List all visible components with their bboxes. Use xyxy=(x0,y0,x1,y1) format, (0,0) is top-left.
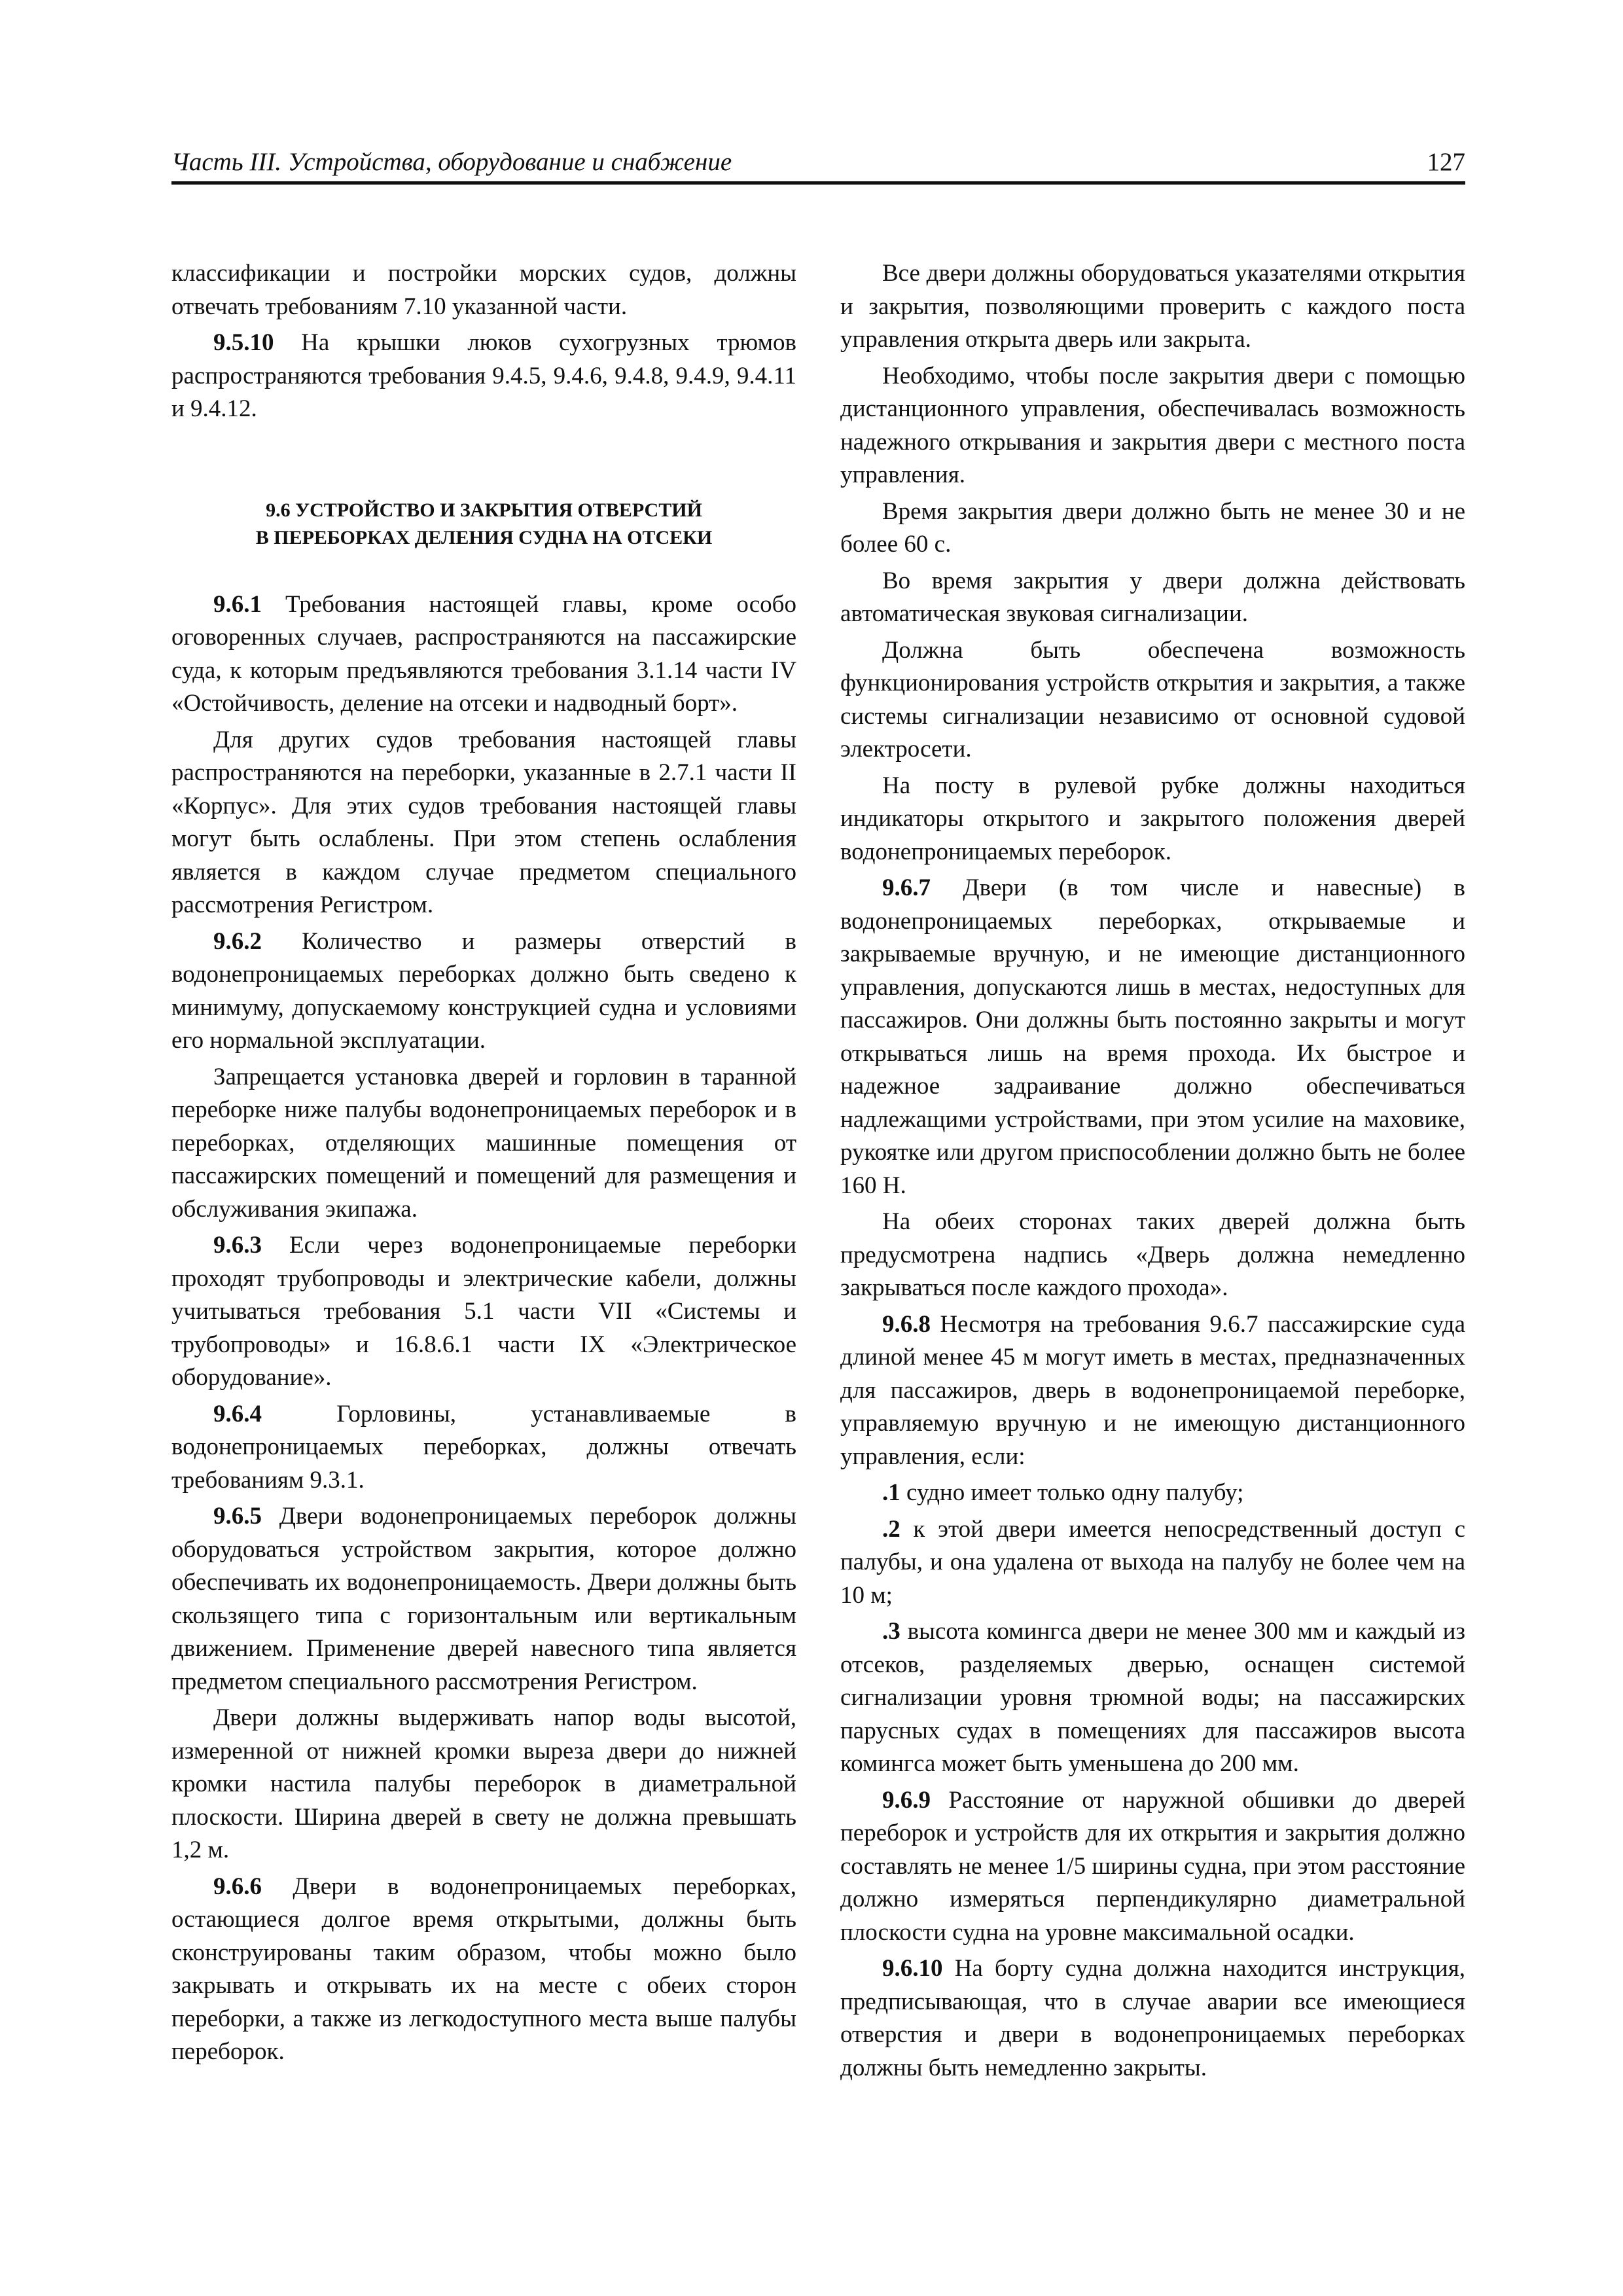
list-item-text: к этой двери имеется непосредственный доступ с палубы, и она удалена от выхода на палубу не более чем на 10 м; xyxy=(840,1515,1465,1609)
clause-text: Количество и размеры отверстий в водонепроницаемых переборках должно быть сведено к минимуму, допускаемому конструкцией судна и условиями его нормальной эксплуатации. xyxy=(171,927,796,1054)
clause-number: 9.6.7 xyxy=(882,874,931,901)
section-heading-line: В ПЕРЕБОРКАХ ДЕЛЕНИЯ СУДНА НА ОТСЕКИ xyxy=(255,526,713,548)
clause-number: 9.6.3 xyxy=(213,1232,262,1259)
list-item xyxy=(840,1513,1465,1613)
right-column xyxy=(840,257,1465,2088)
clause-text: Расстояние от наружной обшивки до дверей переборок и устройств для их открытия и закрытия должно составлять не менее 1/5 ширины судна, при этом расстояние должно измеряться перпендикулярно диаметральной плоскости судна на уровне максимальной осадки. xyxy=(840,1786,1465,1946)
clause-text: На крышки люков сухогрузных трюмов распространяются требования 9.4.5, 9.4.6, 9.4.8, 9.4.9, 9.4.11 и 9.4.12. xyxy=(171,329,796,422)
paragraph: классификации и постройки морских судов, должны отвечать требованиям 7.10 указанной части. xyxy=(171,260,796,320)
section-heading-line: 9.6 УСТРОЙСТВО И ЗАКРЫТИЯ ОТВЕРСТИЙ xyxy=(266,499,702,521)
paragraph: Во время закрытия у двери должна действовать автоматическая звуковая сигнализации. xyxy=(840,567,1465,627)
clause-text: Несмотря на требования 9.6.7 пассажирские суда длиной менее 45 м могут иметь в местах, предназначенных для пассажиров, дверь в водонепроницаемой переборке, управляемую вручную и не имеющую дистанционного управления, если: xyxy=(840,1310,1465,1470)
paragraph: На посту в рулевой рубке должны находиться индикаторы открытого и закрытого положения дверей водонепроницаемых переборок. xyxy=(840,772,1465,865)
list-item-text: судно имеет только одну палубу; xyxy=(900,1479,1244,1506)
paragraph: Все двери должны оборудоваться указателями открытия и закрытия, позволяющими проверить с каждого поста управления открыта дверь или закрыта. xyxy=(840,260,1465,353)
list-item xyxy=(840,1477,1465,1510)
clause-number: 9.6.6 xyxy=(213,1873,262,1900)
list-item-number: .3 xyxy=(882,1618,901,1645)
clause-text: Если через водонепроницаемые переборки проходят трубопроводы и электрические кабели, должны учитываться требования 5.1 части VII «Системы и трубопроводы» и 16.8.6.1 части IX «Электрическое оборудование». xyxy=(171,1232,796,1391)
paragraph xyxy=(840,872,1465,1202)
section-heading xyxy=(171,497,796,552)
paragraph: Должна быть обеспечена возможность функционирования устройств открытия и закрытия, а также системы сигнализации независимо от основной судовой электросети. xyxy=(840,636,1465,762)
clause-number: 9.6.4 xyxy=(213,1400,262,1427)
clause-number: 9.5.10 xyxy=(213,329,274,356)
paragraph xyxy=(171,1229,796,1395)
clause-text: Двери (в том числе и навесные) в водонепроницаемых переборках, открываемые и закрываемые вручную, и не имеющие дистанционного управления, допускаются лишь в местах, недоступных для пассажиров. Они должны быть постоянно закрыты и могут открываться лишь на время прохода. Их быстрое и надежное задраивание должно обеспечиваться надлежащими устройствами, при этом усилие на маховике, рукоятке или другом приспособлении должно быть не более 160 Н. xyxy=(840,874,1465,1199)
paragraph xyxy=(171,1398,796,1498)
clause-number: 9.6.1 xyxy=(213,590,262,618)
clause-text: Требования настоящей главы, кроме особо оговоренных случаев, распространяются на пассажирские суда, к которым предъявляются требования 3.1.14 части IV «Остойчивость, деление на отсеки и надводный борт». xyxy=(171,590,796,717)
clause-number: 9.6.9 xyxy=(882,1786,931,1814)
paragraph xyxy=(840,1308,1465,1474)
left-column xyxy=(171,257,796,2072)
paragraph: Необходимо, чтобы после закрытия двери с помощью дистанционного управления, обеспечивалась возможность надежного открывания и закрытия двери с местного поста управления. xyxy=(840,362,1465,488)
paragraph: Двери должны выдерживать напор воды высотой, измеренной от нижней кромки выреза двери до нижней кромки настила палубы переборок в диаметральной плоскости. Ширина дверей в свету не должна превышать 1,2 м. xyxy=(171,1704,796,1863)
paragraph xyxy=(840,1784,1465,1950)
list-item-number: .1 xyxy=(882,1479,901,1506)
page-header xyxy=(171,143,1465,181)
paragraph: Для других судов требования настоящей главы распространяются на переборки, указанные в 2.7.1 части II «Корпус». Для этих судов требования настоящей главы могут быть ослаблены. При этом степень ослабления является в каждом случае предметом специального рассмотрения Регистром. xyxy=(171,726,796,918)
list-item xyxy=(840,1615,1465,1781)
clause-number: 9.6.10 xyxy=(882,1955,943,1982)
clause-text: Горловины, устанавливаемые в водонепроницаемых переборках, должны отвечать требованиям 9.3.1. xyxy=(171,1400,796,1494)
paragraph xyxy=(171,327,796,426)
list-item-number: .2 xyxy=(882,1515,901,1543)
page-number: 127 xyxy=(1427,148,1465,176)
paragraph xyxy=(171,925,796,1058)
clause-text: Двери водонепроницаемых переборок должны оборудоваться устройством закрытия, которое должно обеспечивать их водонепроницаемость. Двери должны быть скользящего типа с горизонтальным или вертикальным движением. Применение дверей навесного типа является предметом специального рассмотрения Регистром. xyxy=(171,1503,796,1695)
paragraph xyxy=(171,1500,796,1698)
clause-number: 9.6.2 xyxy=(213,927,262,955)
clause-text: Двери в водонепроницаемых переборках, остающиеся долгое время открытыми, должны быть сконструированы таким образом, чтобы можно было закрывать и открывать их на месте с обеих сторон переборки, а также из легкодоступного места выше палубы переборок. xyxy=(171,1873,796,2065)
header-title: Часть III. Устройства, оборудование и снабжение xyxy=(171,148,732,176)
paragraph xyxy=(171,588,796,721)
paragraph: Запрещается установка дверей и горловин в таранной переборке ниже палубы водонепроницаемых переборок и в переборках, отделяющих машинные помещения от пассажирских помещений и помещений для размещения и обслуживания экипажа. xyxy=(171,1063,796,1223)
paragraph xyxy=(171,1871,796,2069)
clause-text: На борту судна должна находится инструкция, предписывающая, что в случае аварии все имеющиеся отверстия и двери в водонепроницаемых переборках должны быть немедленно закрыты. xyxy=(840,1955,1465,2081)
header-rule xyxy=(171,181,1465,185)
clause-number: 9.6.5 xyxy=(213,1503,262,1530)
paragraph xyxy=(840,1952,1465,2085)
clause-number: 9.6.8 xyxy=(882,1310,931,1338)
paragraph: Время закрытия двери должно быть не менее 30 и не более 60 с. xyxy=(840,497,1465,558)
list-item-text: высота комингса двери не менее 300 мм и каждый из отсеков, разделяемых дверью, оснащен системой сигнализации уровня трюмной воды; на пассажирских парусных судах в помещениях для пассажиров высота комингса может быть уменьшена до 200 мм. xyxy=(840,1618,1465,1777)
paragraph: На обеих сторонах таких дверей должна быть предусмотрена надпись «Дверь должна немедленно закрываться после каждого прохода». xyxy=(840,1208,1465,1301)
